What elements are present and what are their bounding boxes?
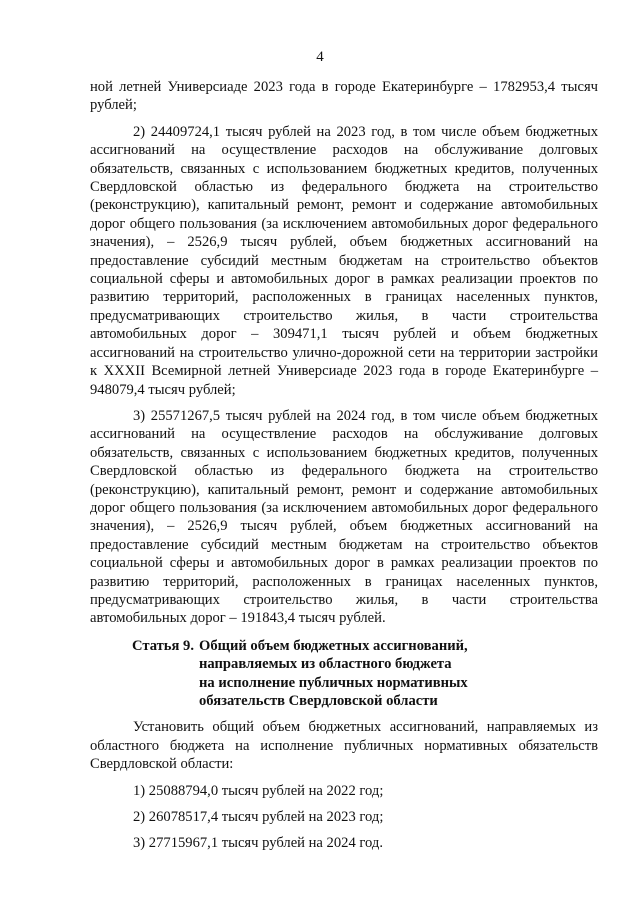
article-title-line: обязательств Свердловской области <box>199 693 438 709</box>
article-intro: Установить общий объем бюджетных ассигнований, направляемых из областного бюджета на исполнение публичных нормативных обязательств Свердловской области: <box>90 719 598 773</box>
paragraph-item-3: 3) 25571267,5 тысяч рублей на 2024 год, в том числе объем бюджетных ассигнований на осуществление расходов на обслуживание долговых обязательств, связанных с использованием бюджетных кредитов, полученных Свердловской областью из федерального бюджета на строительство (реконструкцию), капитальный ремонт, ремонт и содержание автомобильных дорог общего пользования (за исключением автомобильных дорог федерального значения), – 2526,9 тысяч рублей, объем бюджетных ассигнований на предоставление субсидий местным бюджетам на строительство объектов социальной сферы и автомобильных дорог в рамках реализации проектов по развитию территорий, расположенных в границах населенных пунктов, предусматривающих строительство жилья, в части строительства автомобильных дорог – 191843,4 тысяч рублей. <box>90 407 598 627</box>
page-number: 4 <box>316 49 324 65</box>
article-items-list <box>90 782 598 853</box>
article-title-line: на исполнение публичных нормативных <box>199 674 468 691</box>
document-body <box>90 78 598 853</box>
article-heading-line-1 <box>90 637 598 655</box>
article-heading <box>90 637 598 711</box>
article-label: Статья 9. <box>132 637 194 654</box>
article-title-line: направляемых из областного бюджета <box>199 656 452 673</box>
paragraph-continuation: ной летней Универсиаде 2023 года в городе Екатеринбурге – 1782953,4 тысяч рублей; <box>90 79 598 114</box>
list-item: 3) 27715967,1 тысяч рублей на 2024 год. <box>133 835 383 852</box>
list-item: 2) 26078517,4 тысяч рублей на 2023 год; <box>133 809 384 826</box>
article-title-line: Общий объем бюджетных ассигнований, <box>199 637 468 654</box>
paragraph-item-2: 2) 24409724,1 тысяч рублей на 2023 год, в том числе объем бюджетных ассигнований на осуществление расходов на обслуживание долговых обязательств, связанных с использованием бюджетных кредитов, полученных Свердловской областью из федерального бюджета на строительство (реконструкцию), капитальный ремонт, ремонт и содержание автомобильных дорог общего пользования (за исключением автомобильных дорог федерального значения), – 2526,9 тысяч рублей, объем бюджетных ассигнований на предоставление субсидий местным бюджетам на строительство объектов социальной сферы и автомобильных дорог в рамках реализации проектов по развитию территорий, расположенных в границах населенных пунктов, предусматривающих строительство жилья, в части строительства автомобильных дорог – 309471,1 тысяч рублей и объем бюджетных ассигнований на строительство улично-дорожной сети на территории застройки к XXXII Всемирной летней Универсиаде 2023 года в городе Екатеринбурге – 948079,4 тысяч рублей; <box>90 123 598 398</box>
list-item: 1) 25088794,0 тысяч рублей на 2022 год; <box>133 782 384 799</box>
